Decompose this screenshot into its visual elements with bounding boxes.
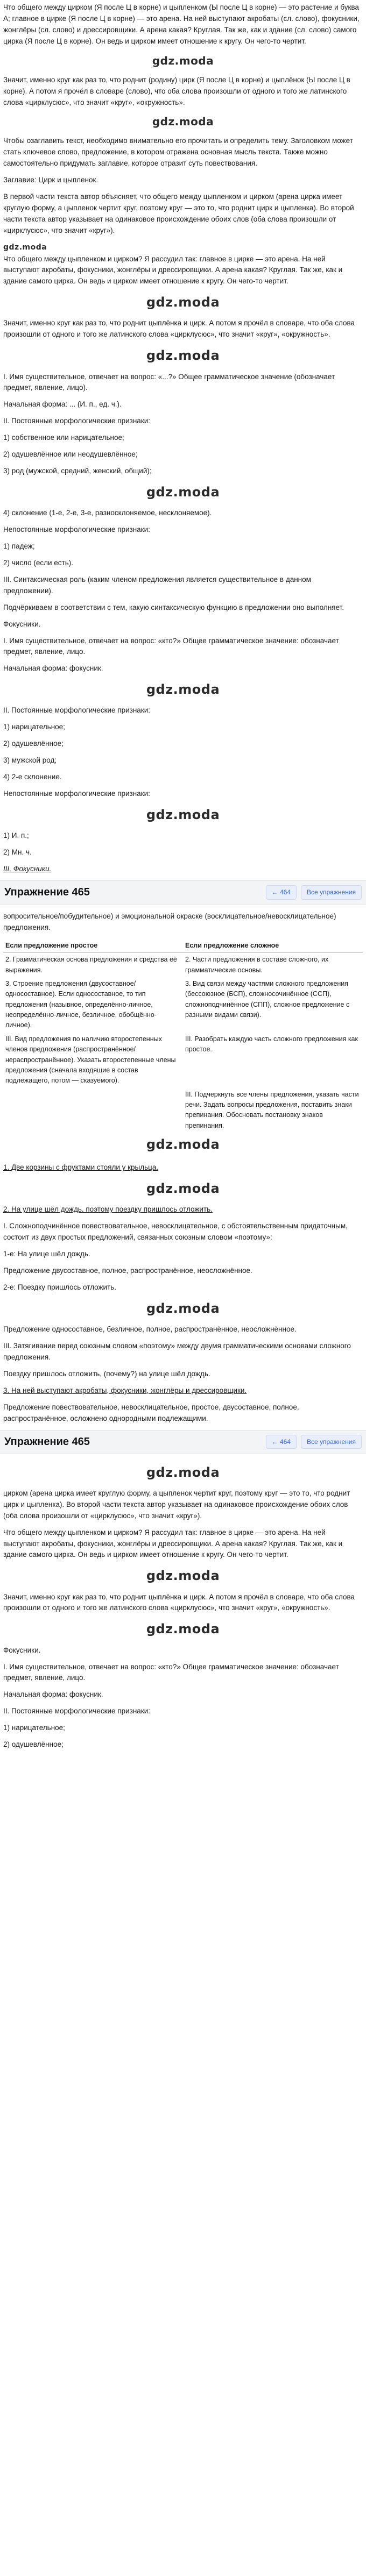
paragraph: Значит, именно круг как раз то, что роднит (родину) цирк (Я после Ц в корне) и цыплёнок (Ы после Ц в корне). А потом я прочёл в словаре (слово), что оба слова произошли от одного и того же латинского слова «цирклусюс», что значит «круг», «окружность». (3, 75, 350, 106)
paragraph: 1) нарицательное; (3, 1724, 65, 1732)
paragraph: Поездку пришлось отложить, (почему?) на улице шёл дождь. (3, 1369, 210, 1378)
watermark-logo: gdz.moda (146, 348, 220, 364)
paragraph: Предложение двусоставное, полное, распространённое, неосложнённое. (3, 1266, 252, 1275)
paragraph: III. Затягивание перед союзным словом «поэтому» между двумя грамматическими основами сложного предложения. (3, 1342, 351, 1362)
paragraph: 2) одушевлённое или неодушевлённое; (3, 450, 138, 459)
table-cell: III. Подчеркнуть все члены предложения, указать части речи. Задать вопросы предложения, поставить знаки препинания. Обосновать постановку знаков препинания. (185, 1090, 359, 1129)
paragraph: Заглавие: Цирк и цыпленок. (3, 176, 98, 184)
paragraph: II. Постоянные морфологические признаки: (3, 706, 151, 715)
solution-part-3 (0, 1458, 366, 1750)
table-cell: 3. Строение предложения (двусоставное/односоставное). Если односоставное, то тип предложения (назывное, определённо-личное, неопределённо-личное, безличное, обобщённо-личное). (5, 979, 157, 1029)
exercise-title: Упражнение 465 (4, 886, 90, 898)
paragraph: Что общего между цирком (Я после Ц в корне) и цыпленком (Ы после Ц в корне) — это растение и буква А; главное в цирке (Я после Ц в корне) — это арена. На ней выступают акробаты (сл. слово), фокусники, жонглёры (сл. слово) и дрессировщики. А арена какая? Круглая. Так же, как и здание (сл. слово) самого цирка (Я после Ц в корне). Он ведь и цирком имеет отношение к кругу. Он чего-то чертит. (3, 3, 360, 45)
paragraph: 1) собственное или нарицательное; (3, 433, 124, 442)
paragraph: Начальная форма: фокусник. (3, 1690, 103, 1699)
paragraph: 3) мужской род; (3, 756, 57, 765)
table-row (3, 953, 363, 977)
watermark-logo: gdz.moda (146, 1181, 220, 1197)
watermark-logo: gdz.moda (146, 1621, 220, 1637)
paragraph: 2) одушевлённое; (3, 739, 64, 748)
paragraph: 2) число (если есть). (3, 558, 74, 567)
paragraph: Что общего между цыпленком и цирком? Я рассудил так: главное в цирке — это арена. На ней выступают акробаты, фокусники, жонглёры и дрессировщики. А арена какая? Круглая. Так же, как и здание самого цирка. Он ведь и цирком имеет отношение к кругу. Он чего-то чертит. (3, 254, 343, 286)
paragraph: I. Имя существительное, отвечает на вопрос: «...?» Общее грамматическое значение (обозначает предмет, явление, лицо). (3, 372, 335, 392)
paragraph: Подчёркиваем в соответствии с тем, какую синтаксическую функцию в предложении оно выполняет. (3, 603, 344, 611)
analysis-table-block (0, 909, 366, 1155)
paragraph: I. Сложноподчинённое повествовательное, невосклицательное, с обстоятельственным придаточным, состоит из двух простых предложений, связанных союзным словом «поэтому»: (3, 1222, 348, 1242)
prev-exercise-button[interactable]: ← 464 (266, 885, 297, 900)
paragraph: 2) Мн. ч. (3, 848, 32, 857)
paragraph: цирком (арена цирка имеет круглую форму, а цыпленок чертит круг, поэтому круг — это то, что роднит цирк и цыпленка). Во второй части текста автор указывает на одинаковое происхождение обоих слов (оба слова произошли от «цирклусюс», что значит «круг»). (3, 1489, 350, 1520)
paragraph: вопросительное/побудительное) и эмоциональной окраске (восклицательное/невосклицательное) предложения. (3, 912, 336, 931)
table-cell: 2. Части предложения в составе сложного, их грамматические основы. (185, 956, 329, 974)
exercise-nav (266, 1435, 362, 1449)
paragraph: II. Постоянные морфологические признаки: (3, 1707, 151, 1716)
paragraph: Предложение повествовательное, невосклицательное, простое, двусоставное, полное, распространённое, осложнено однородными подлежащими. (3, 1403, 299, 1422)
sentence-analysis: 3. На ней выступают акробаты, фокусники, жонглёры и дрессировщики. (3, 1386, 247, 1394)
watermark-logo: gdz.moda (152, 54, 214, 67)
sentence-analysis: 1. Две корзины с фруктами стояли у крыльца. (3, 1163, 159, 1172)
table-row (3, 1033, 363, 1088)
paragraph: 3) род (мужской, средний, женский, общий); (3, 467, 152, 475)
exercise-header (0, 880, 366, 905)
paragraph: Непостоянные морфологические признаки: (3, 525, 150, 534)
watermark-logo: gdz.moda (3, 243, 47, 252)
table-cell: 2. Грамматическая основа предложения и средства её выражения. (5, 956, 177, 974)
watermark-logo: gdz.moda (146, 484, 220, 500)
table-cell: III. Разобрать каждую часть сложного предложения как простое. (185, 1035, 358, 1054)
watermark-logo: gdz.moda (146, 1301, 220, 1316)
exercise-header (0, 1430, 366, 1454)
prev-exercise-button[interactable]: ← 464 (266, 1435, 297, 1449)
watermark-logo: gdz.moda (146, 1137, 220, 1152)
paragraph: 4) склонение (1-е, 2-е, 3-е, разносклоняемое, несклоняемое). (3, 509, 212, 517)
paragraph: Значит, именно круг как раз то, что роднит цыплёнка и цирк. А потом я прочёл в словаре, что оба слова произошли от одного и того же латинского слова «цирклусюс», что значит «круг», «окружность». (3, 319, 355, 339)
table-cell (3, 1088, 183, 1133)
paragraph: 1) нарицательное; (3, 723, 65, 731)
paragraph: Начальная форма: ... (И. п., ед. ч.). (3, 400, 122, 409)
paragraph: I. Имя существительное, отвечает на вопрос: «кто?» Общее грамматическое значение: обозначает предмет, явление, лицо. (3, 636, 339, 656)
paragraph: Фокусники. (3, 620, 41, 628)
watermark-logo: gdz.moda (146, 682, 220, 698)
paragraph: Значит, именно круг как раз то, что роднит цыплёнка и цирк. А потом я прочёл в словаре, что оба слова произошли от одного и того же латинского слова «цирклусюс», что значит «круг», «окружность». (3, 1592, 355, 1612)
table-cell: III. Вид предложения по наличию второстепенных членов предложения (распространённое/ нераспространённое). Указать второстепенные члены предложения (сначала входящие в состав подлежащего, потом — сказуемого). (5, 1035, 176, 1085)
watermark-logo: gdz.moda (146, 807, 220, 822)
exercise-nav (266, 885, 362, 900)
paragraph: Предложение односоставное, безличное, полное, распространённое, неосложнённое. (3, 1325, 297, 1334)
paragraph: 1) И. п.; (3, 831, 29, 840)
paragraph: Начальная форма: фокусник. (3, 664, 103, 673)
paragraph: Что общего между цыпленком и цирком? Я рассудил так: главное в цирке — это арена. На ней выступают акробаты, фокусники, жонглёры и дрессировщики. А арена какая? Круглая. Так же, как и здание самого цирка. Он ведь и цирком имеет отношение к кругу. Он чего-то чертит. (3, 1528, 343, 1559)
paragraph: 2) одушевлённое; (3, 1740, 64, 1749)
paragraph: Чтобы озаглавить текст, необходимо внимательно его прочитать и определить тему. Заголовком может стать ключевое слово, предложение, в котором отражена основная мысль текста. Также можно самостоятельно придумать заглавие, которое отразит суть повествования. (3, 137, 353, 168)
paragraph: В первой части текста автор объясняет, что общего между цыпленком и цирком (арена цирка имеет круглую форму, а цыпленок чертит круг, поэтому круг — это то, что роднит цирк и цыпленка). Во второй части текста автор указывает на одинаковое происхождение обоих слов (оба слова произошли от «цирклусюс», что значит «круг»). (3, 193, 354, 234)
exercise-title: Упражнение 465 (4, 1435, 90, 1448)
table-cell: 3. Вид связи между частями сложного предложения (бессоюзное (БСП), сложносочинённое (ССП), сложноподчинённое (СПП), сложное предложение с разными видами связи). (185, 979, 350, 1019)
paragraph: I. Имя существительное, отвечает на вопрос: «кто?» Общее грамматическое значение: обозначает предмет, явление, лицо. (3, 1662, 339, 1682)
comparison-table (3, 939, 363, 1133)
paragraph: II. Постоянные морфологические признаки: (3, 417, 151, 425)
paragraph: III. Синтаксическая роль (каким членом предложения является существительное в данном предложении). (3, 575, 311, 595)
table-header-simple: Если предложение простое (3, 939, 183, 953)
paragraph: Непостоянные морфологические признаки: (3, 789, 150, 798)
paragraph: III. Фокусники. (3, 865, 52, 873)
paragraph: 1-е: На улице шёл дождь. (3, 1250, 90, 1258)
paragraph: 1) падеж; (3, 542, 35, 550)
table-row (3, 977, 363, 1033)
watermark-logo: gdz.moda (146, 1464, 220, 1480)
watermark-logo: gdz.moda (146, 1568, 220, 1584)
sentence-analysis: 2. На улице шёл дождь, поэтому поездку пришлось отложить. (3, 1205, 213, 1214)
paragraph: Фокусники. (3, 1646, 41, 1654)
paragraph: 4) 2-е склонение. (3, 773, 62, 781)
table-header-complex: Если предложение сложное (183, 939, 363, 953)
all-exercises-button[interactable]: Все упражнения (301, 1435, 362, 1449)
watermark-logo: gdz.moda (152, 115, 214, 129)
solution-part-1 (0, 0, 366, 875)
table-row (3, 1088, 363, 1133)
all-exercises-button[interactable]: Все упражнения (301, 885, 362, 900)
paragraph: 2-е: Поездку пришлось отложить. (3, 1283, 117, 1292)
watermark-logo: gdz.moda (146, 295, 220, 310)
solution-part-2 (0, 1160, 366, 1424)
